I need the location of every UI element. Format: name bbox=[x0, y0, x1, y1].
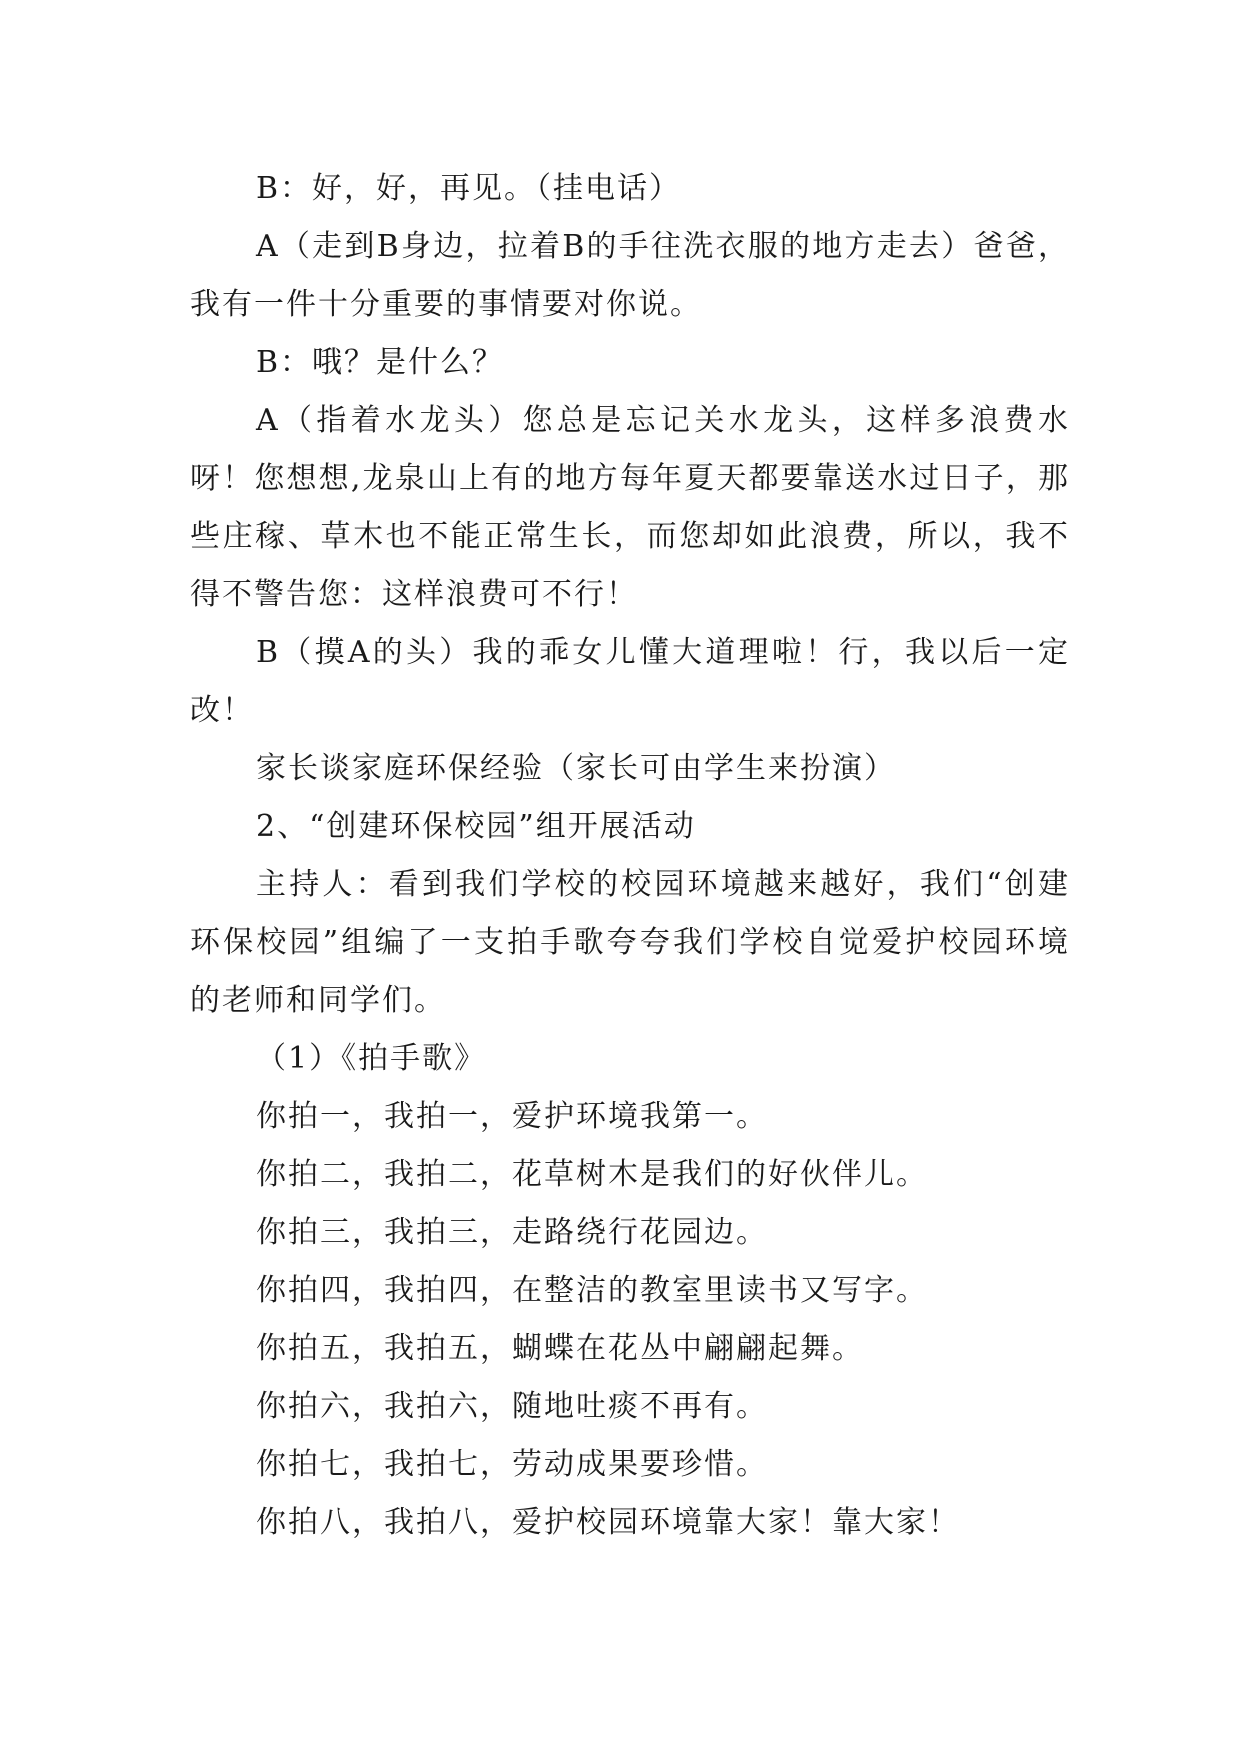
paragraph-b-goodbye: B：好，好，再见。（挂电话） bbox=[256, 171, 682, 206]
song-line: 你拍四，我拍四，在整洁的教室里读书又写字。 bbox=[256, 1273, 928, 1308]
paragraph-b-what: B：哦？是什么？ bbox=[256, 345, 505, 380]
section-heading-green-campus: 2、“创建环保校园”组开展活动 bbox=[256, 809, 696, 844]
song-line: 你拍七，我拍七，劳动成果要珍惜。 bbox=[256, 1447, 768, 1482]
document-body bbox=[190, 160, 1070, 1552]
song-line: 你拍六，我拍六，随地吐痰不再有。 bbox=[256, 1389, 768, 1424]
paragraph-parent-talk: 家长谈家庭环保经验（家长可由学生来扮演） bbox=[256, 751, 896, 786]
paragraph-a-walks-to-b: A（走到B身边，拉着B的手往洗衣服的地方走去）爸爸，我有一件十分重要的事情要对你说。 bbox=[190, 229, 1070, 322]
song-title: （1）《拍手歌》 bbox=[256, 1041, 487, 1076]
song-line: 你拍二，我拍二，花草树木是我们的好伙伴儿。 bbox=[256, 1157, 928, 1192]
paragraph-host-intro: 主持人：看到我们学校的校园环境越来越好，我们“创建环保校园”组编了一支拍手歌夸夸我们学校自觉爱护校园环境的老师和同学们。 bbox=[190, 867, 1070, 1018]
paragraph-a-faucet-warning: A（指着水龙头）您总是忘记关水龙头，这样多浪费水呀！您想想,龙泉山上有的地方每年夏天都要靠送水过日子，那些庄稼、草木也不能正常生长，而您却如此浪费，所以，我不得不警告您：这样浪费可不行！ bbox=[190, 403, 1070, 612]
song-line: 你拍一，我拍一，爱护环境我第一。 bbox=[256, 1099, 768, 1134]
paragraph-b-promise: B（摸A的头）我的乖女儿懂大道理啦！行，我以后一定改！ bbox=[190, 635, 1070, 728]
song-line: 你拍三，我拍三，走路绕行花园边。 bbox=[256, 1215, 768, 1250]
song-line: 你拍五，我拍五，蝴蝶在花丛中翩翩起舞。 bbox=[256, 1331, 864, 1366]
song-line: 你拍八，我拍八，爱护校园环境靠大家！靠大家！ bbox=[256, 1505, 960, 1540]
